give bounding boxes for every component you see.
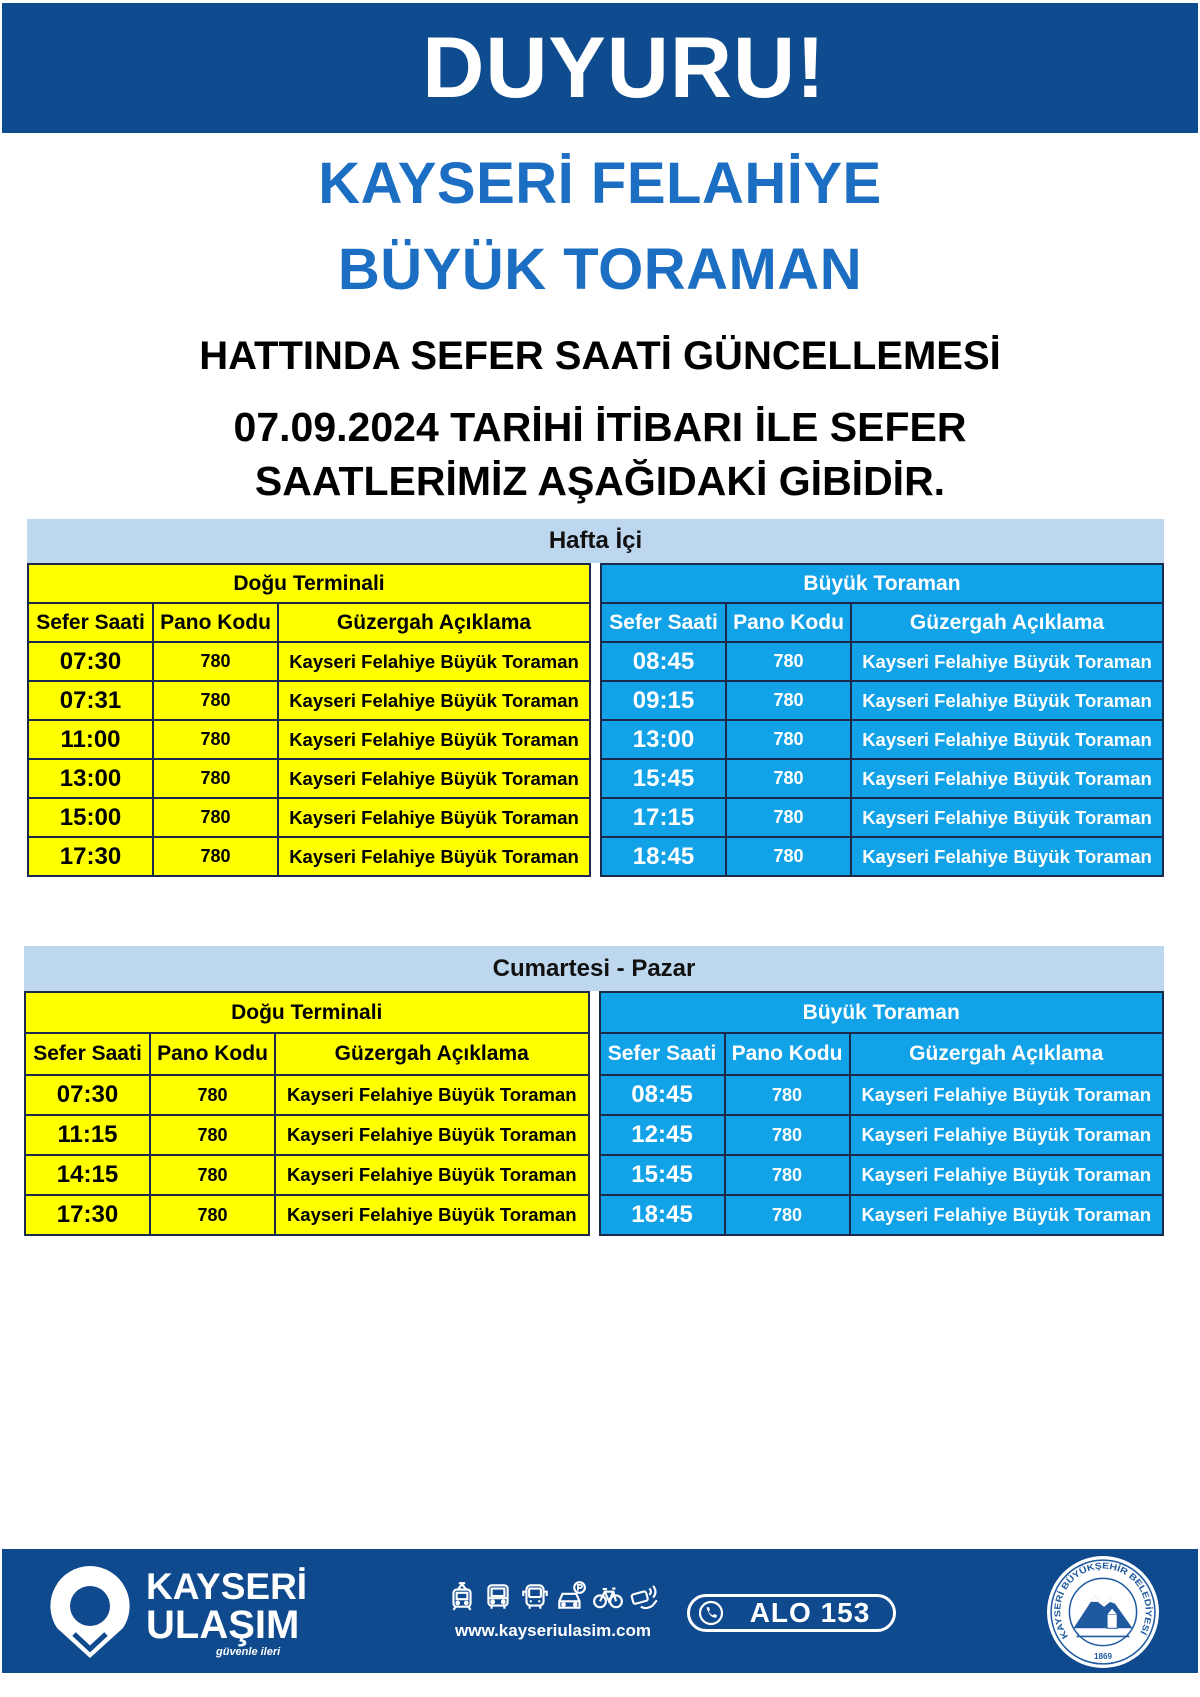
route-code: 780 [726,1116,851,1156]
route-description: Kayseri Felahiye Büyük Toraman [852,643,1164,682]
column-header-route-code: Pano Kodu [727,604,852,643]
car-park-icon [555,1580,587,1612]
route-description: Kayseri Felahiye Büyük Toraman [279,721,591,760]
departure-time: 11:00 [29,721,154,760]
route-code: 780 [726,1196,851,1236]
route-code: 780 [727,799,852,838]
column-header-row [29,604,591,643]
column-header-route-code: Pano Kodu [154,604,279,643]
departure-time: 15:45 [602,760,727,799]
hotline-number: ALO 153 [749,1597,871,1628]
departure-time: 08:45 [602,643,727,682]
route-description: Kayseri Felahiye Büyük Toraman [279,643,591,682]
route-code: 780 [154,799,279,838]
table-row [29,838,591,877]
table-row [26,1076,590,1116]
seal-text: KAYSERİ BÜYÜKŞEHİR BELEDİYESİ [1052,1560,1154,1641]
route-code: 780 [151,1156,276,1196]
table-row [602,760,1164,799]
buyuk-toraman-table [599,991,1165,1236]
weekend-schedule [24,946,1164,1236]
route-code: 780 [727,838,852,877]
route-description: Kayseri Felahiye Büyük Toraman [276,1156,590,1196]
table-row [602,721,1164,760]
route-description: Kayseri Felahiye Büyük Toraman [276,1116,590,1156]
coach-icon [519,1580,551,1612]
route-code: 780 [726,1156,851,1196]
column-header-departure-time: Sefer Saati [602,604,727,643]
transport-icons [446,1579,660,1613]
departure-time: 09:15 [602,682,727,721]
station-header: Doğu Terminali [26,993,590,1034]
table-row [29,760,591,799]
route-description: Kayseri Felahiye Büyük Toraman [276,1076,590,1116]
route-description: Kayseri Felahiye Büyük Toraman [852,838,1164,877]
departure-time: 17:30 [26,1196,151,1236]
column-header-departure-time: Sefer Saati [29,604,154,643]
table-row [601,1156,1165,1196]
route-description: Kayseri Felahiye Büyük Toraman [851,1116,1165,1156]
route-code: 780 [151,1196,276,1236]
route-code: 780 [154,682,279,721]
departure-time: 08:45 [601,1076,726,1116]
route-description: Kayseri Felahiye Büyük Toraman [852,799,1164,838]
table-row [602,643,1164,682]
route-description: Kayseri Felahiye Büyük Toraman [279,682,591,721]
departure-time: 07:31 [29,682,154,721]
station-header: Büyük Toraman [601,993,1165,1034]
table-row [26,1116,590,1156]
announcement-title: DUYURU! [422,20,826,116]
route-description: Kayseri Felahiye Büyük Toraman [851,1196,1165,1236]
bicycle-icon [592,1580,624,1612]
route-description: Kayseri Felahiye Büyük Toraman [852,721,1164,760]
table-row [601,1116,1165,1156]
table-row [29,799,591,838]
column-header-route-description: Güzergah Açıklama [276,1034,590,1076]
table-row [601,1196,1165,1236]
route-code: 780 [154,838,279,877]
route-code: 780 [727,721,852,760]
brand-name-line-1: KAYSERİ [146,1566,308,1607]
departure-time: 13:00 [29,760,154,799]
column-header-row [26,1034,590,1076]
table-row [602,838,1164,877]
weekday-schedule [27,519,1164,877]
station-header: Büyük Toraman [602,565,1164,604]
route-description: Kayseri Felahiye Büyük Toraman [851,1156,1165,1196]
departure-time: 12:45 [601,1116,726,1156]
column-header-row [602,604,1164,643]
update-subheading: HATTINDA SEFER SAATİ GÜNCELLEMESİ [199,334,1001,378]
table-row [29,643,591,682]
departure-time: 18:45 [602,838,727,877]
departure-time: 17:15 [602,799,727,838]
table-row [601,1076,1165,1116]
route-description: Kayseri Felahiye Büyük Toraman [279,838,591,877]
departure-time: 07:30 [26,1076,151,1116]
departure-time: 15:00 [29,799,154,838]
route-description: Kayseri Felahiye Büyük Toraman [279,799,591,838]
schedule-title: Cumartesi - Pazar [24,946,1164,991]
table-row [29,721,591,760]
route-code: 780 [154,760,279,799]
column-header-departure-time: Sefer Saati [26,1034,151,1076]
route-code: 780 [154,721,279,760]
column-header-route-description: Güzergah Açıklama [851,1034,1165,1076]
hotline-badge[interactable] [687,1594,896,1632]
route-name-line-2: BÜYÜK TORAMAN [337,237,863,302]
table-row [26,1156,590,1196]
column-header-route-description: Güzergah Açıklama [852,604,1164,643]
table-row [29,682,591,721]
route-code: 780 [154,643,279,682]
column-header-route-code: Pano Kodu [151,1034,276,1076]
municipality-seal-icon [1046,1555,1160,1669]
departure-time: 11:15 [26,1116,151,1156]
route-name-line-1: KAYSERİ FELAHİYE [318,151,882,216]
dogu-terminali-table [24,991,590,1236]
departure-time: 07:30 [29,643,154,682]
website-link[interactable]: www.kayseriulasim.com [455,1621,651,1640]
table-row [26,1196,590,1236]
route-code: 780 [727,682,852,721]
footer-bar [2,1549,1198,1673]
station-header: Doğu Terminali [29,565,591,604]
route-code: 780 [151,1076,276,1116]
route-code: 780 [726,1076,851,1116]
column-header-route-description: Güzergah Açıklama [279,604,591,643]
departure-time: 14:15 [26,1156,151,1196]
brand-tagline: güvenle ileri [216,1646,281,1658]
bus-icon [482,1580,514,1612]
route-description: Kayseri Felahiye Büyük Toraman [852,760,1164,799]
map-pin-logo-icon [45,1564,135,1660]
seal-year: 1869 [1093,1651,1113,1661]
route-description: Kayseri Felahiye Büyük Toraman [851,1076,1165,1116]
column-header-departure-time: Sefer Saati [601,1034,726,1076]
buyuk-toraman-table [600,563,1164,877]
route-description: Kayseri Felahiye Büyük Toraman [279,760,591,799]
phone-icon [698,1600,724,1626]
route-description: Kayseri Felahiye Büyük Toraman [852,682,1164,721]
dogu-terminali-table [27,563,591,877]
column-header-route-code: Pano Kodu [726,1034,851,1076]
route-code: 780 [727,643,852,682]
departure-time: 18:45 [601,1196,726,1236]
route-code: 780 [151,1116,276,1156]
schedule-title: Hafta İçi [27,519,1164,563]
route-code: 780 [727,760,852,799]
announcement-banner [2,3,1198,133]
notice-line-2: SAATLERİMİZ AŞAĞIDAKİ GİBİDİR. [254,458,946,504]
table-row [602,799,1164,838]
tram-icon [446,1580,478,1612]
brand-name-line-2: ULAŞIM [146,1603,300,1647]
column-header-row [601,1034,1165,1076]
route-description: Kayseri Felahiye Büyük Toraman [276,1196,590,1236]
contactless-card-icon [628,1580,660,1612]
departure-time: 13:00 [602,721,727,760]
departure-time: 15:45 [601,1156,726,1196]
notice-line-1: 07.09.2024 TARİHİ İTİBARI İLE SEFER [233,404,967,450]
table-row [602,682,1164,721]
departure-time: 17:30 [29,838,154,877]
